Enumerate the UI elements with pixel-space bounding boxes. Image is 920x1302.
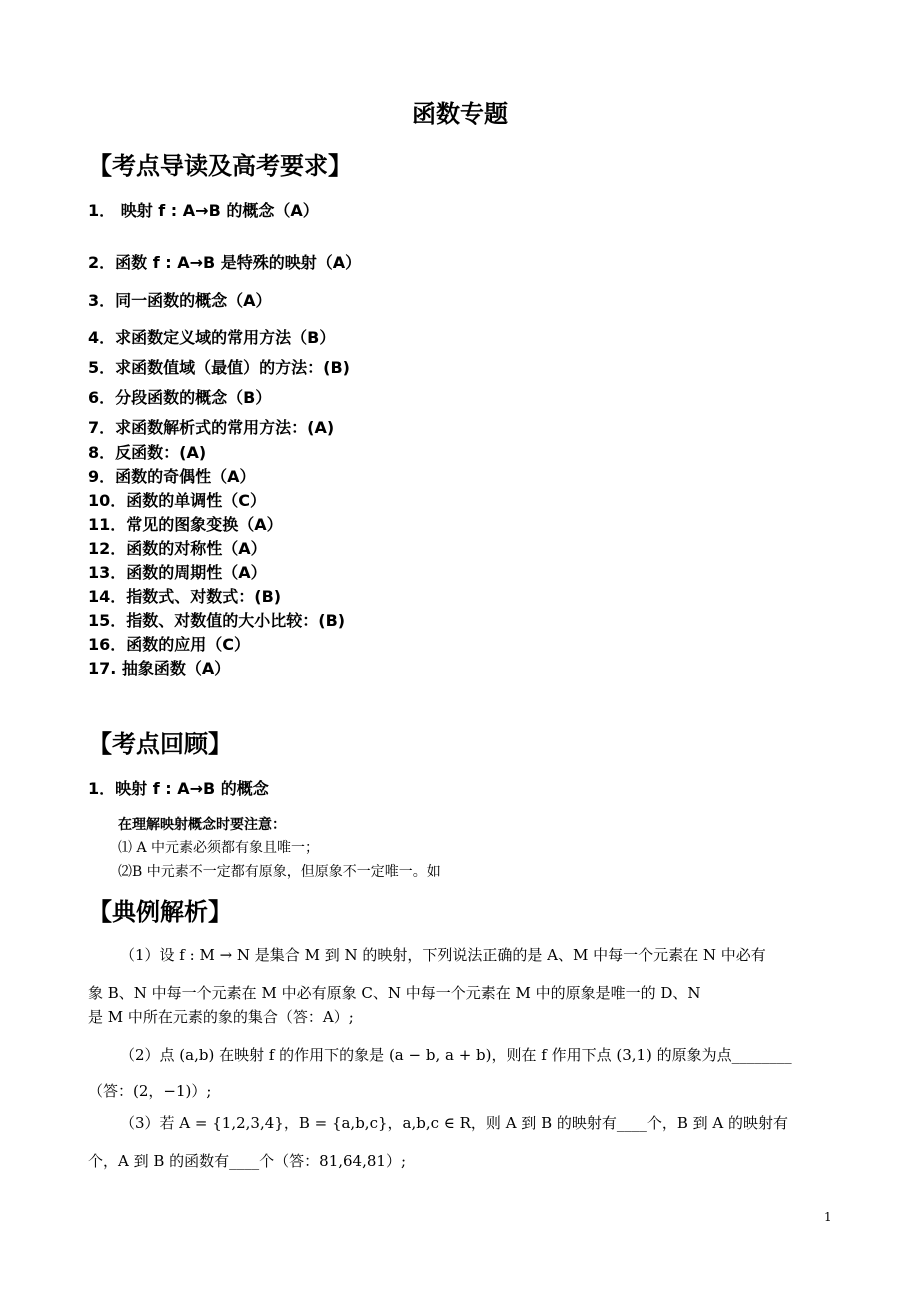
list-item: 9．函数的奇偶性（A） [88, 467, 256, 486]
example-text: 个，A 到 B 的函数有____个（答：81,64,81）; [88, 1152, 407, 1170]
list-item: 1． 映射 f : A→B 的概念（A） [88, 201, 319, 220]
list-item: 11．常见的图象变换（A） [88, 515, 283, 534]
list-item: 14．指数式、对数式：(B) [88, 587, 282, 606]
example-text: （1）设 f : M → N 是集合 M 到 N 的映射，下列说法正确的是 A、M 中每一个元素在 N 中必有 [120, 946, 766, 964]
list-item: 5．求函数值域（最值）的方法：(B) [88, 358, 350, 377]
list-item: 7．求函数解析式的常用方法：(A) [88, 418, 335, 437]
note-intro-text: 在理解映射概念时要注意： [118, 817, 286, 833]
example-text: 是 M 中所在元素的象的集合（答：A）; [88, 1008, 354, 1026]
list-item: 15．指数、对数值的大小比较：(B) [88, 611, 346, 630]
review-item-mapping: 1．映射 f : A→B 的概念 [88, 779, 269, 798]
example-text: （答：(2，−1)）; [88, 1082, 212, 1100]
example-text: （2）点 (a,b) 在映射 f 的作用下的象是 (a − b, a + b)，则在 f 作用下点 (3,1) 的原象为点________ [120, 1046, 792, 1064]
list-item: 12．函数的对称性（A） [88, 539, 267, 558]
list-item: 13．函数的周期性（A） [88, 563, 267, 582]
section-heading-examples: 【典例解析】 [88, 898, 232, 926]
list-item: 16．函数的应用（C） [88, 635, 251, 654]
note-line: ⑵B 中元素不一定都有原象，但原象不一定唯一。如 [118, 864, 441, 880]
list-item: 10．函数的单调性（C） [88, 491, 267, 510]
section-heading-requirements: 【考点导读及高考要求】 [88, 152, 352, 180]
list-item: 17. 抽象函数（A） [88, 659, 231, 678]
list-item: 8．反函数：(A) [88, 443, 207, 462]
example-text: 象 B、N 中每一个元素在 M 中必有原象 C、N 中每一个元素在 M 中的原象是唯一的 D、N [88, 984, 701, 1002]
list-item: 3．同一函数的概念（A） [88, 291, 272, 310]
list-item: 2．函数 f : A→B 是特殊的映射（A） [88, 253, 362, 272]
list-item: 6．分段函数的概念（B） [88, 388, 272, 407]
note-line: ⑴ A 中元素必须都有象且唯一； [118, 840, 320, 856]
page-number: 1 [824, 1210, 832, 1224]
section-heading-review: 【考点回顾】 [88, 730, 232, 758]
example-text: （3）若 A = {1,2,3,4}，B = {a,b,c}，a,b,c ∈ R，则 A 到 B 的映射有____个，B 到 A 的映射有 [120, 1114, 789, 1132]
note-intro [118, 814, 286, 834]
list-item: 4．求函数定义域的常用方法（B） [88, 328, 336, 347]
page-title: 函数专题 [412, 100, 508, 128]
